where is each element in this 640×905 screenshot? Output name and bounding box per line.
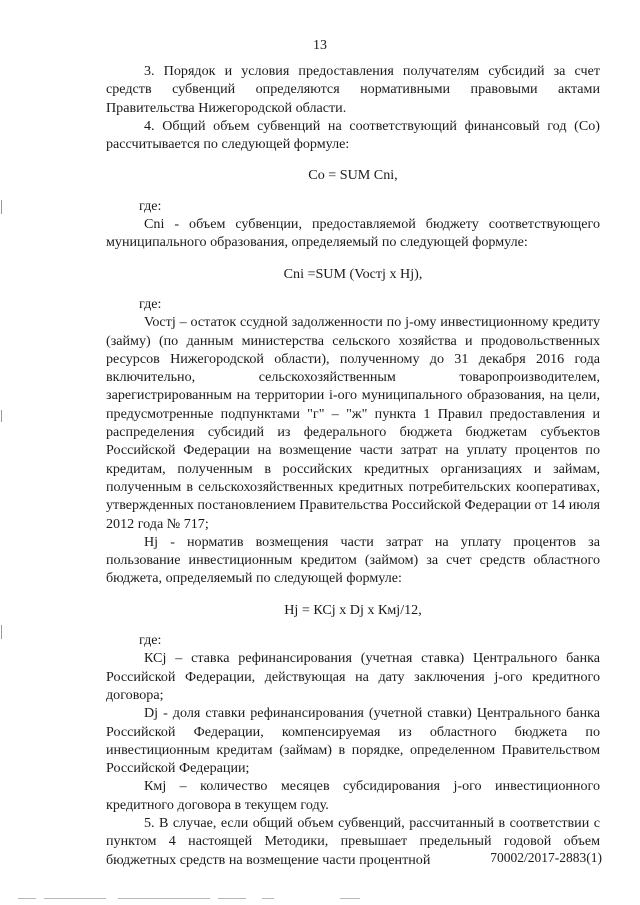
page-number: 13 <box>313 38 327 53</box>
paragraph: Hj - норматив возмещения части затрат на уплату процентов за пользование инвестиционным кредитом (займом) за счет средств областного бюджета, определяемый по следующей формуле: <box>106 533 600 587</box>
where-label: где: <box>139 295 162 312</box>
formula: Со = SUM Сni, <box>308 167 398 184</box>
scan-edge-mark <box>1 200 2 214</box>
paragraph: 5. В случае, если общий объем субвенций, рассчитанный в соответствии с пунктом 4 настоящей Методики, превышает предельный годовой объем бюджетных средств на возмещение части процентной <box>106 814 600 868</box>
scan-edge-mark <box>1 625 2 639</box>
where-label: где: <box>139 632 162 649</box>
paragraph: Кмj – количество месяцев субсидирования j-ого инвестиционного кредитного договора в текущем году. <box>106 778 600 813</box>
scan-edge-mark <box>1 410 2 422</box>
paragraph: Dj - доля ставки рефинансирования (учетной ставки) Центрального банка Российской Федерации, компенсируемая из областного бюджета по инвестиционным кредитам (займам) в порядке, определенном Правительством Российской Федерации; <box>106 705 600 777</box>
paragraph: 4. Общий объем субвенций на соответствующий финансовый год (Со) рассчитывается по следующей формуле: <box>106 117 600 153</box>
paragraph: Сni - объем субвенции, предоставляемой бюджету соответствующего муниципального образования, определяемый по следующей формуле: <box>106 216 600 251</box>
scan-bottom-marks <box>0 898 640 901</box>
document-body <box>106 62 600 869</box>
formula: Сni =SUM (Voстj х Hj), <box>283 265 423 282</box>
paragraph: КСj – ставка рефинансирования (учетная ставка) Центрального банка Российской Федерации, действующая на дату заключения j-ого кредитного договора; <box>106 650 600 703</box>
document-id: 70002/2017-2883(1) <box>490 850 602 865</box>
formula: Hj = КСj х Dj х Кмj/12, <box>284 601 422 618</box>
paragraph: 3. Порядок и условия предоставления получателям субсидий за счет средств субвенций определяются нормативными правовыми актами Правительства Нижегородской области. <box>106 63 600 116</box>
paragraph: Voстj – остаток ссудной задолженности по j-ому инвестиционному кредиту (займу) (по данным министерства сельского хозяйства и продовольственных ресурсов Нижегородской области), полученному до 31 декабря 2016 года включительно, сельскохозяйственным товаропроизводителем, зарегистрированным на территории i-ого муниципального образования, на цели, предусмотренные подпунктами "г" – "ж" пункта 1 Правил предоставления и распределения субсидий из федерального бюджета бюджетам субъектов Российской Федерации на возмещение части затрат на уплату процентов по кредитам, полученным в российских кредитных организациях и займам, полученным в сельскохозяйственных кредитных потребительских кооперативах, утвержденных постановлением Правительства Российской Федерации от 14 июля 2012 года № 717; <box>106 314 600 532</box>
where-label: где: <box>139 197 162 214</box>
